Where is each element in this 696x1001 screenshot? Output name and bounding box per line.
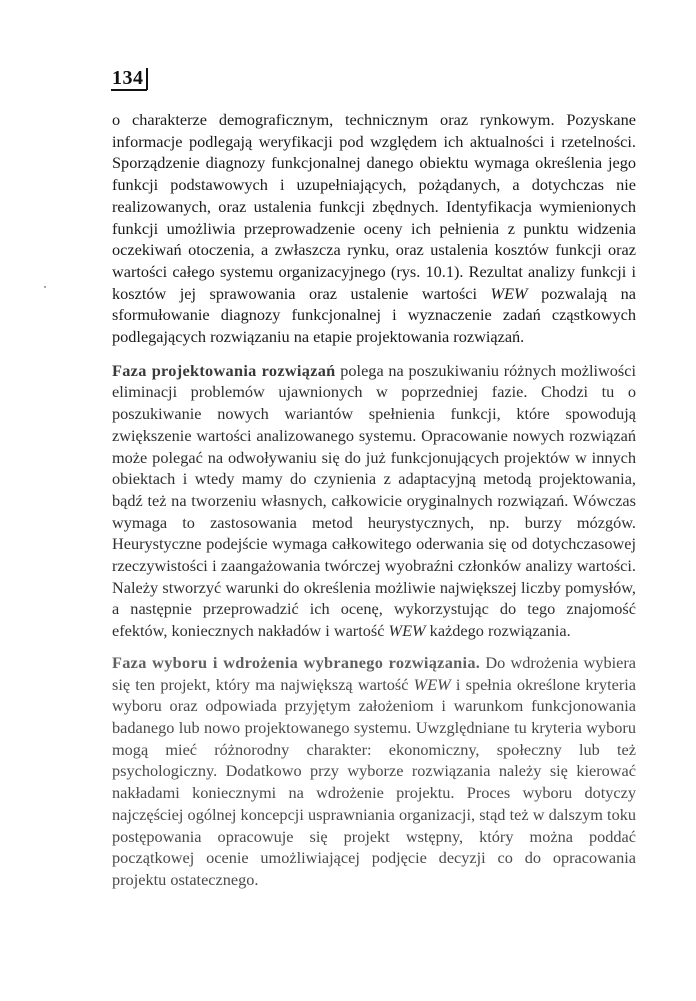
page-number-underline — [111, 89, 147, 91]
page-number: 134 — [112, 67, 144, 89]
design-phase-heading: Faza projektowania rozwiązań — [112, 360, 336, 380]
abbreviation-wew: WEW — [413, 674, 451, 694]
design-phase-text-b: każdego rozwiązania. — [425, 621, 571, 641]
design-phase-text-a: polega na poszukiwaniu różnych możliwości eliminacji problemów ujawnionych w poprzedniej fazie. Chodzi tu o poszukiwanie nowych wariantów spełnienia funkcji, które spowodują zwiększenie wartości analizowanego systemu. Opracowanie nowych rozwiązań może polegać na odwoływaniu się do już funkcjonujących projektów w innych obiektach i wtedy mamy do czynienia z adaptacyjną metodą projektowania, bądź też na tworzeniu własnych, całkowicie oryginalnych rozwiązań. Wówczas wymaga to zastosowania metod heurystycznych, np. burzy mózgów. Heurystyczne podejście wymaga całkowitego oderwania się od dotychczasowej rzeczywistości i zaangażowania twórczej wyobraźni członków analizy wartości. Należy stworzyć warunki do określenia możliwie największej liczby pomysłów, a następnie przeprowadzić ich ocenę, wykorzystując do tego znajomość efektów, koniecznych nakładów i wartość — [112, 360, 636, 641]
margin-speck — [44, 286, 46, 288]
selection-phase-text-a: Do wdrożenia wybiera się ten projekt, który ma największą wartość — [112, 652, 636, 694]
paragraph-intro — [112, 109, 636, 348]
abbreviation-wew: WEW — [388, 621, 426, 641]
paragraph-intro-text-b: pozwalają na sformułowanie diagnozy funkcjonalnej i wyznaczenie zadań cząstkowych podlegających rozwiązaniu na etapie projektowania rozwiązań. — [112, 283, 637, 347]
page-number-bar — [146, 68, 148, 90]
selection-phase-heading: Faza wyboru i wdrożenia wybranego rozwiązania. — [112, 652, 481, 672]
paragraph-intro-text-a: o charakterze demograficznym, technicznym oraz rynkowym. Pozyskane informacje podlegają weryfikacji pod względem ich aktualności i rzetelności. Sporządzenie diagnozy funkcjonalnej danego obiektu wymaga określenia jego funkcji podstawowych i uzupełniających, pożądanych, a dotychczas nie realizowanych, oraz ustalenia funkcji zbędnych. Identyfikacja wymienionych funkcji umożliwia przeprowadzenie oceny ich pełnienia z punktu widzenia oczekiwań otoczenia, a zwłaszcza rynku, oraz ustalenia kosztów funkcji oraz wartości całego systemu organizacyjnego (rys. 10.1). Rezultat analizy funkcji i kosztów jej sprawowania oraz ustalenie wartości — [112, 110, 636, 303]
paragraph-design-phase — [112, 360, 636, 642]
body-text — [112, 109, 636, 891]
paragraph-selection-phase — [112, 652, 636, 891]
selection-phase-text-b: i spełnia określone kryteria wyboru oraz odpowiada przyjętym założeniom i warunkom funkcjonowania badanego lub nowo projektowanego systemu. Uwzględniane tu kryteria wyboru mogą mieć różnorodny charakter: ekonomiczny, społeczny lub też psychologiczny. Dodatkowo przy wyborze rozwiązania należy się kierować nakładami koniecznymi na wdrożenie projektu. Proces wyboru dotyczy najczęściej ogólnej koncepcji usprawniania organizacji, stąd też w dalszym toku postępowania opracowuje się projekt wstępny, który można poddać początkowej ocenie umożliwiającej podjęcie decyzji co do opracowania projektu ostatecznego. — [112, 674, 636, 889]
abbreviation-wew: WEW — [490, 283, 528, 303]
